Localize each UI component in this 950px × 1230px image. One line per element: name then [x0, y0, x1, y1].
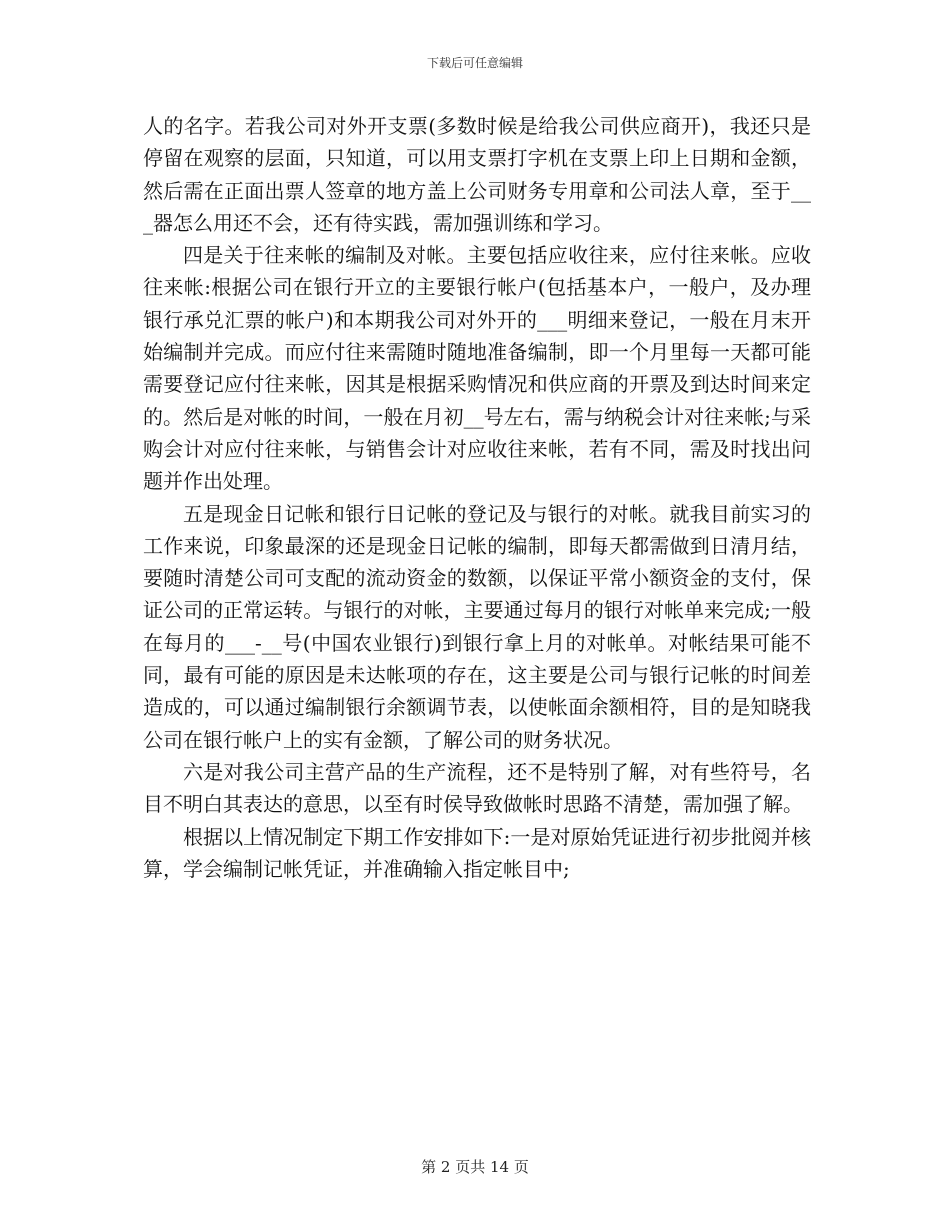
page-footer: 第 2 页共 14 页 [421, 1158, 529, 1176]
paragraph-3: 五是现金日记帐和银行日记帐的登记及与银行的对帐。就我目前实习的工作来说，印象最深的还是现金日记帐的编制，即每天都需做到日清月结，要随时清楚公司可支配的流动资金的数额，以保证平常小额资金的支付，保证公司的正常运转。与银行的对帐，主要通过每月的银行对帐单来完成;一般在每月的___-__号(中国农业银行)到银行拿上月的对帐单。对帐结果可能不同，最有可能的原因是未达帐项的存在，这主要是公司与银行记帐的时间差造成的，可以通过编制银行余额调节表，以使帐面余额相符，目的是知晓我公司在银行帐户上的实有金额，了解公司的财务状况。 [143, 501, 811, 752]
paragraph-5: 根据以上情况制定下期工作安排如下:一是对原始凭证进行初步批阅并核算，学会编制记帐凭证，并准确输入指定帐目中; [143, 824, 811, 881]
paragraph-4: 六是对我公司主营产品的生产流程，还不是特别了解，对有些符号，名目不明白其表达的意思，以至有时侯导致做帐时思路不清楚，需加强了解。 [143, 759, 811, 817]
paragraph-2: 四是关于往来帐的编制及对帐。主要包括应收往来，应付往来帐。应收往来帐:根据公司在银行开立的主要银行帐户(包括基本户，一般户，及办理银行承兑汇票的帐户)和本期我公司对外开的___明细来登记，一般在月末开始编制并完成。而应付往来需随时随地准备编制，即一个月里每一天都可能需要登记应付往来帐，因其是根据采购情况和供应商的开票及到达时间来定的。然后是对帐的时间，一般在月初__号左右，需与纳税会计对往来帐;与采购会计对应付往来帐，与销售会计对应收往来帐，若有不同，需及时找出问题并作出处理。 [143, 243, 811, 494]
page-header: 下载后可任意编辑 [426, 56, 523, 70]
paragraph-1: 人的名字。若我公司对外开支票(多数时候是给我公司供应商开)，我还只是停留在观察的层面，只知道，可以用支票打字机在支票上印上日期和金额，然后需在正面出票人签章的地方盖上公司财务专用章和公司法人章，至于___器怎么用还不会，还有待实践，需加强训练和学习。 [143, 114, 811, 235]
document-body [143, 110, 811, 885]
